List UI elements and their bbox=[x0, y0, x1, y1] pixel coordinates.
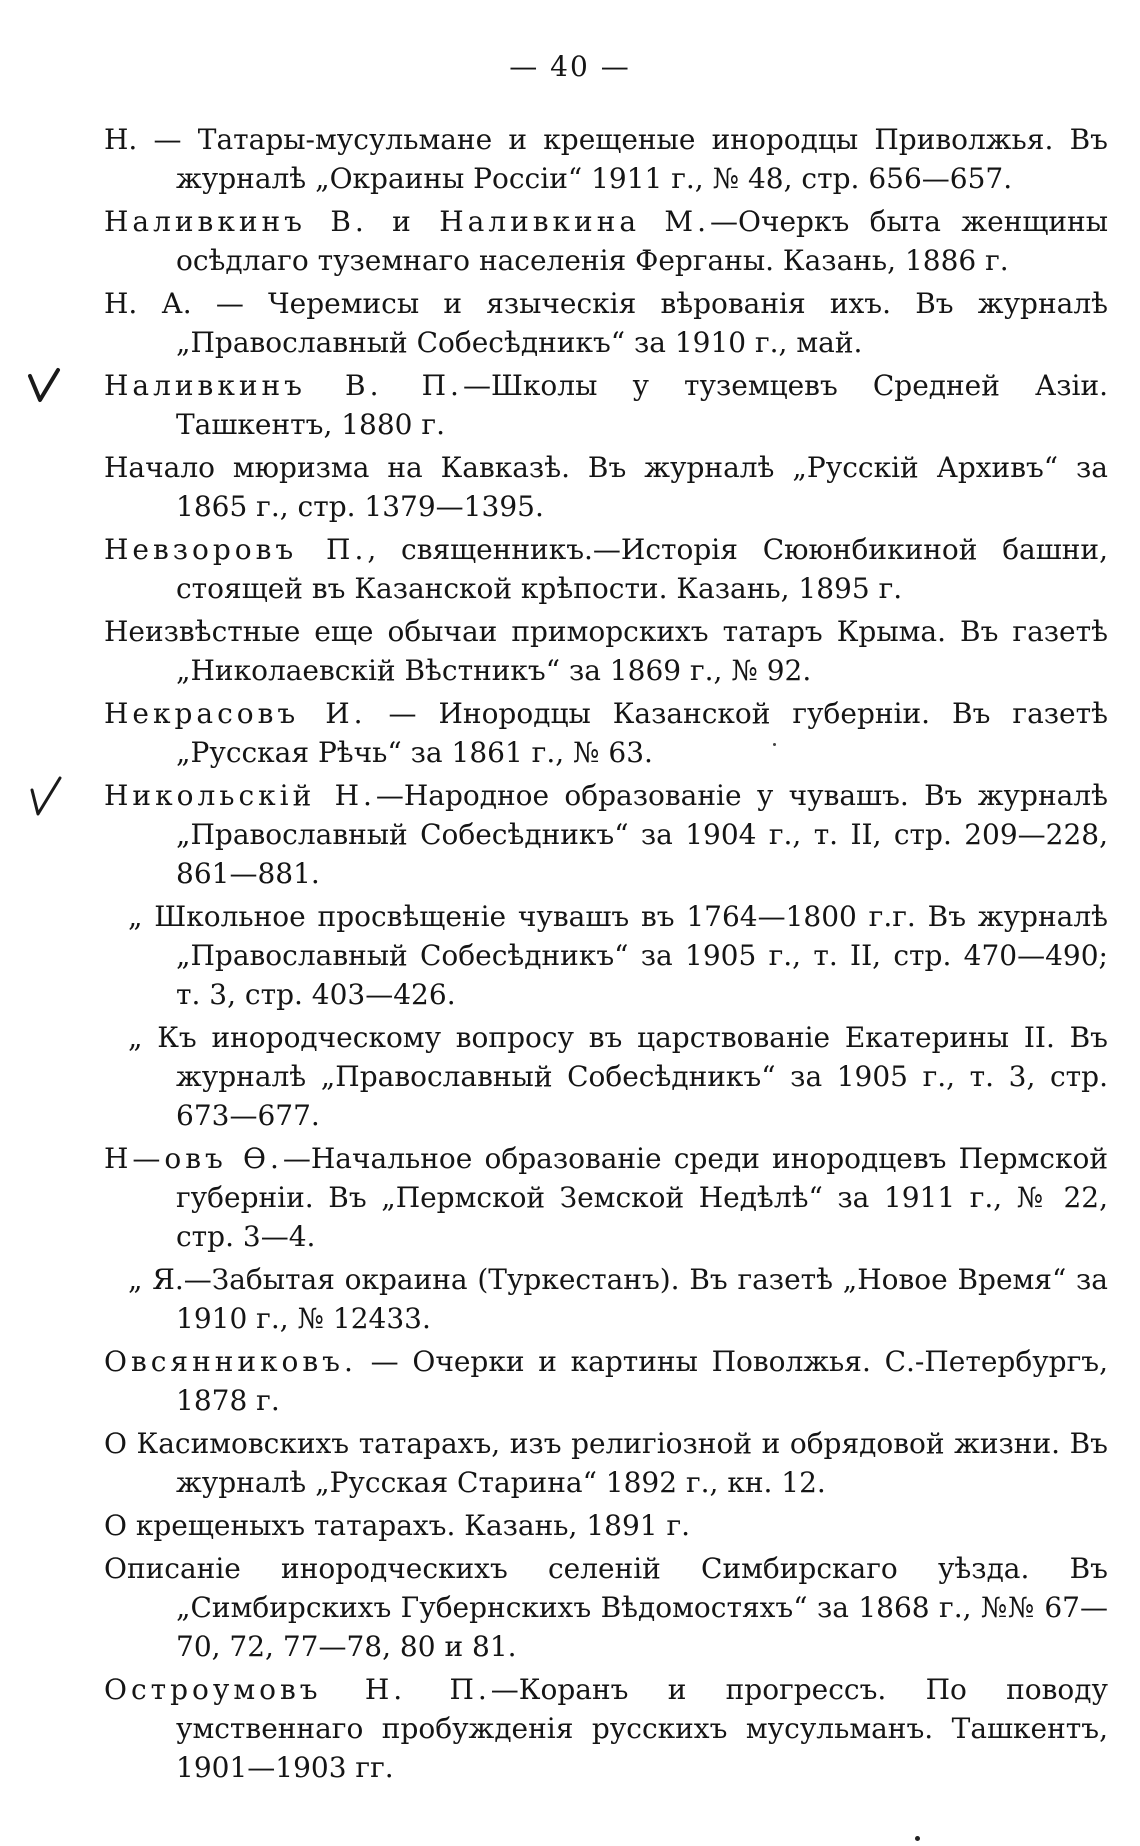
entry-text: О крещеныхъ татарахъ. Казань, 1891 г. bbox=[104, 1509, 691, 1542]
entry-text: —Очеркъ быта женщины осѣдлаго туземнаго населенія Ферганы. Казань, 1886 г. bbox=[176, 205, 1108, 277]
entry-author: Никольскій Н. bbox=[104, 779, 376, 812]
bibliography-entry bbox=[104, 897, 1108, 1014]
bibliography-entry bbox=[104, 1018, 1108, 1135]
entry-text: —Школы у туземцевъ Средней Азіи. Ташкентъ, 1880 г. bbox=[176, 369, 1109, 441]
bibliography-entry bbox=[104, 1549, 1108, 1666]
checkmark-icon bbox=[24, 776, 64, 816]
bibliography-entry bbox=[104, 1424, 1108, 1502]
entry-author: Невзоровъ П. bbox=[104, 533, 368, 566]
bibliography-entry bbox=[104, 530, 1108, 608]
entry-text: „ Школьное просвѣщеніе чувашъ въ 1764—1800 г.г. Въ журналѣ „Православный Собесѣдникъ“ за 1905 г., т. II, стр. 470—490; т. 3, стр. 403—426. bbox=[128, 900, 1108, 1011]
entry-text: Н. А. — Черемисы и языческія вѣрованія ихъ. Въ журналѣ „Православный Собесѣдникъ“ за 1910 г., май. bbox=[104, 287, 1108, 359]
bibliography-entry bbox=[104, 1139, 1108, 1256]
bibliography-entry bbox=[104, 776, 1108, 893]
entry-text: Описаніе инородческихъ селеній Симбирскаго уѣзда. Въ „Симбирскихъ Губернскихъ Вѣдомостяхъ“ за 1868 г., №№ 67—70, 72, 77—78, 80 и 81. bbox=[104, 1552, 1108, 1663]
entry-author: Некрасовъ И. bbox=[104, 697, 367, 730]
bibliography-entry bbox=[104, 284, 1108, 362]
entry-text: —Коранъ и прогрессъ. По поводу умственнаго пробужденія русскихъ мусульманъ. Ташкентъ, 1901—1903 гг. bbox=[176, 1673, 1108, 1784]
bibliography-entry bbox=[104, 1342, 1108, 1420]
entry-text: — Очерки и картины Поволжья. С.-Петербургъ, 1878 г. bbox=[176, 1345, 1108, 1417]
entry-text: Н. — Татары-мусульмане и крещеные инородцы Приволжья. Въ журналѣ „Окраины Россіи“ 1911 г., № 48, стр. 656—657. bbox=[104, 123, 1108, 195]
bibliography-entry bbox=[104, 448, 1108, 526]
entry-text: — Инородцы Казанской губерніи. Въ газетѣ „Русская Рѣчь“ за 1861 г., № 63. bbox=[176, 697, 1108, 769]
entry-text: О Касимовскихъ татарахъ, изъ религіозной и обрядовой жизни. Въ журналѣ „Русская Старина“ 1892 г., кн. 12. bbox=[104, 1427, 1108, 1499]
ink-speck bbox=[915, 1836, 920, 1841]
entry-text: Начало мюризма на Кавказѣ. Въ журналѣ „Русскій Архивъ“ за 1865 г., стр. 1379—1395. bbox=[104, 451, 1108, 523]
entry-author: Наливкинъ В. П. bbox=[104, 369, 463, 402]
entry-text: „ Къ инородческому вопросу въ царствованіе Екатерины II. Въ журналѣ „Православный Собесѣдникъ“ за 1905 г., т. 3, стр. 673—677. bbox=[128, 1021, 1108, 1132]
bibliography-entry bbox=[104, 612, 1108, 690]
bibliography-entry bbox=[104, 694, 1108, 772]
bibliography-entry bbox=[104, 366, 1108, 444]
ink-speck bbox=[773, 743, 776, 746]
entry-text: Неизвѣстные еще обычаи приморскихъ татаръ Крыма. Въ газетѣ „Николаевскій Вѣстникъ“ за 1869 г., № 92. bbox=[104, 615, 1108, 687]
bibliography-entry bbox=[104, 1260, 1108, 1338]
entry-author: Наливкинъ В. и Наливкина М. bbox=[104, 205, 711, 238]
bibliography-entry bbox=[104, 202, 1108, 280]
entry-author: Остроумовъ Н. П. bbox=[104, 1673, 491, 1706]
entry-text: „ Я.—Забытая окраина (Туркестанъ). Въ газетѣ „Новое Время“ за 1910 г., № 12433. bbox=[128, 1263, 1108, 1335]
page-number: — 40 — bbox=[509, 50, 631, 83]
entry-author: Н—овъ Ѳ. bbox=[104, 1142, 283, 1175]
entry-text: , священникъ.—Исторія Сююнбикиной башни, стоящей въ Казанской крѣпости. Казань, 1895 г. bbox=[176, 533, 1108, 605]
entry-text: —Народное образованіе у чувашъ. Въ журналѣ „Православный Собесѣдникъ“ за 1904 г., т. II, стр. 209—228, 861—881. bbox=[176, 779, 1108, 890]
bibliography-entry bbox=[104, 1506, 1108, 1545]
entry-text: —Начальное образованіе среди инородцевъ Пермской губерніи. Въ „Пермской Земской Недѣлѣ“ за 1911 г., № 22, стр. 3—4. bbox=[176, 1142, 1108, 1253]
checkmark-icon bbox=[24, 366, 64, 406]
bibliography-entry bbox=[104, 120, 1108, 198]
bibliography-list bbox=[104, 120, 1108, 1791]
bibliography-entry bbox=[104, 1670, 1108, 1787]
entry-author: Овсянниковъ. bbox=[104, 1345, 357, 1378]
